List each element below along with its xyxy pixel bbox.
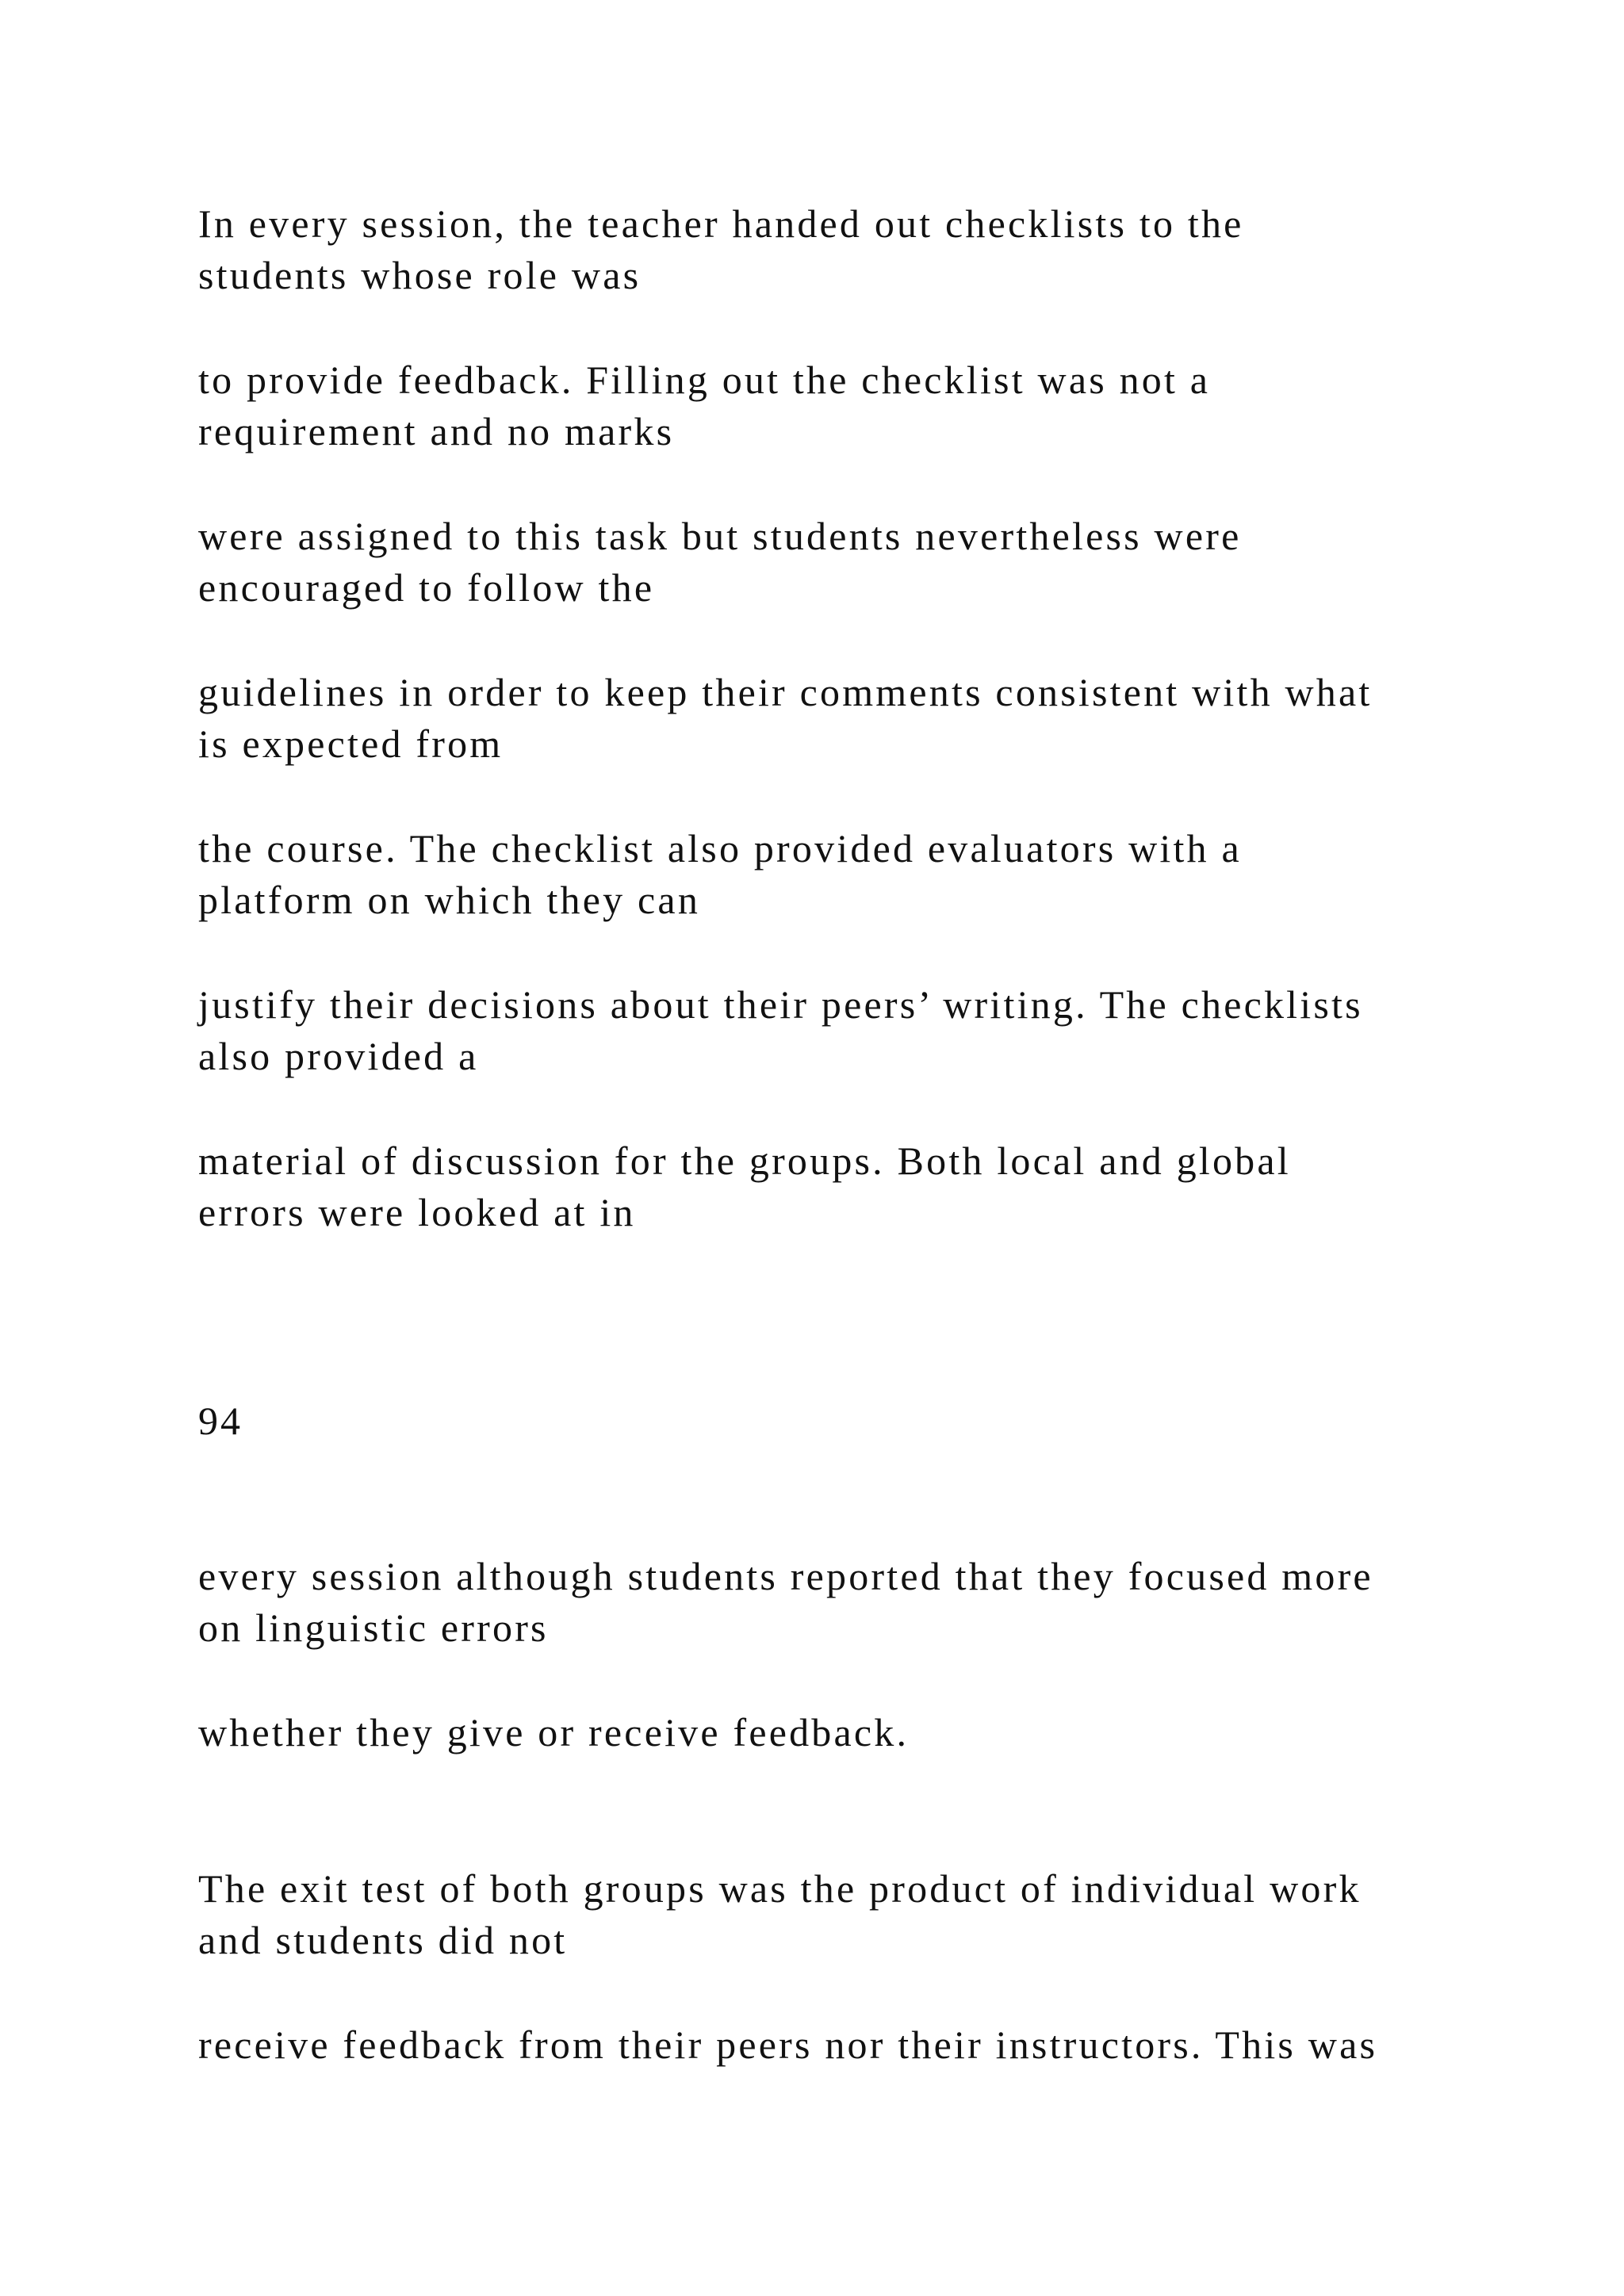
text-line: and students did not	[198, 1918, 568, 1962]
text-line: guidelines in order to keep their comments consistent with what	[198, 670, 1373, 714]
text-line: were assigned to this task but students nevertheless were	[198, 514, 1242, 558]
text-line: errors were looked at in	[198, 1190, 636, 1234]
page-number: 94	[198, 1399, 243, 1443]
text-line: The exit test of both groups was the product of individual work	[198, 1866, 1362, 1911]
text-line: the course. The checklist also provided evaluators with a	[198, 826, 1242, 871]
text-line: platform on which they can	[198, 878, 701, 922]
text-line: whether they give or receive feedback.	[198, 1710, 910, 1755]
text-line: In every session, the teacher handed out checklists to the	[198, 201, 1244, 246]
text-line: also provided a	[198, 1034, 479, 1078]
text-line: is expected from	[198, 721, 504, 766]
text-line: justify their decisions about their peers’ writing. The checklists	[198, 982, 1363, 1027]
text-line: on linguistic errors	[198, 1605, 549, 1650]
text-line: encouraged to follow the	[198, 565, 655, 610]
text-line: requirement and no marks	[198, 409, 675, 453]
text-line: students whose role was	[198, 253, 642, 297]
text-line: material of discussion for the groups. Both local and global	[198, 1138, 1291, 1183]
text-line: receive feedback from their peers nor their instructors. This was	[198, 2022, 1378, 2067]
text-line: every session although students reported that they focused more	[198, 1554, 1373, 1598]
text-line: to provide feedback. Filling out the checklist was not a	[198, 358, 1211, 402]
